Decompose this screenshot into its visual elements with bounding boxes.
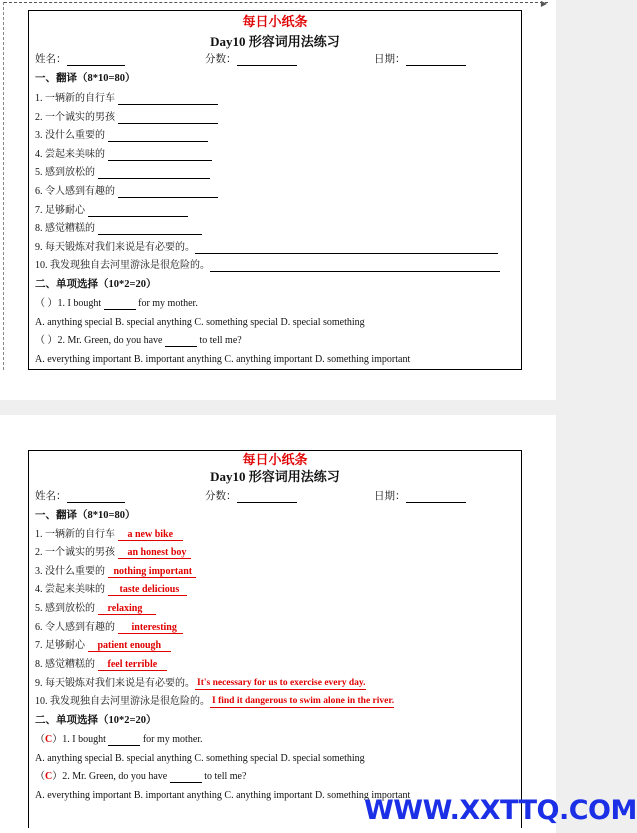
translation-prompt: 6. 令人感到有趣的 <box>35 622 115 633</box>
translation-item-6 <box>35 622 521 634</box>
translation-prompt: 7. 足够耐心 <box>35 640 85 651</box>
translation-item-7 <box>35 205 521 217</box>
question-stem-end: for my mother. <box>142 734 203 745</box>
translation-item-5 <box>35 603 521 615</box>
worksheet-page-answered <box>0 415 556 833</box>
choice-answer: C <box>45 771 53 782</box>
paren-open: （ <box>35 771 45 782</box>
translation-prompt: 8. 感觉糟糕的 <box>35 223 95 234</box>
paren-close: ） <box>52 734 63 745</box>
score-label-group <box>205 491 297 503</box>
student-info-row <box>35 54 521 66</box>
section-choice-heading: 二、单项选择（10*2=20） <box>35 715 157 726</box>
answer-blank[interactable] <box>108 150 212 161</box>
section-choice-heading: 二、单项选择（10*2=20） <box>35 279 157 290</box>
translation-prompt: 4. 尝起来美味的 <box>35 149 105 160</box>
name-blank[interactable] <box>67 492 125 503</box>
translation-prompt: 2. 一个诚实的男孩 <box>35 547 115 558</box>
worksheet-frame <box>28 10 522 370</box>
choice-options-1: A. anything special B. special anything C. something special D. special something <box>35 317 365 328</box>
choice-options-1: A. anything special B. special anything C. something special D. special something <box>35 753 365 764</box>
stem-blank <box>170 772 202 783</box>
question-stem-end: to tell me? <box>204 771 247 782</box>
translation-prompt: 8. 感觉糟糕的 <box>35 659 95 670</box>
translation-prompt: 10. 我发现独自去河里游泳是很危险的。 <box>35 260 210 271</box>
student-info-row <box>35 491 521 503</box>
translation-item-6 <box>35 186 521 198</box>
translation-prompt: 2. 一个诚实的男孩 <box>35 112 115 123</box>
question-stem: 1. I bought <box>62 734 106 745</box>
translation-prompt: 4. 尝起来美味的 <box>35 584 105 595</box>
stem-blank <box>104 299 136 310</box>
answer-blank[interactable] <box>98 224 202 235</box>
translation-item-1 <box>35 529 521 541</box>
score-label-group <box>205 54 297 66</box>
translation-prompt: 5. 感到放松的 <box>35 603 95 614</box>
translation-prompt: 7. 足够耐心 <box>35 205 85 216</box>
translation-item-2 <box>35 547 521 559</box>
answer-text: nothing important <box>108 566 197 578</box>
choice-options-2: A. everything important B. important anything C. anything important D. something important <box>35 354 411 365</box>
date-label-group <box>374 54 466 66</box>
answer-blank[interactable] <box>210 261 500 272</box>
translation-item-9 <box>35 678 521 690</box>
translation-item-3 <box>35 566 521 578</box>
question-stem: 1. I bought <box>57 298 102 309</box>
arrow-right-icon: ▶ <box>540 0 547 8</box>
answer-text: It's necessary for us to exercise every day. <box>197 678 366 688</box>
question-stem: 2. Mr. Green, do you have <box>57 335 163 346</box>
date-blank[interactable] <box>406 55 466 66</box>
answer-text: an honest boy <box>118 547 192 559</box>
choice-question-2 <box>35 771 521 783</box>
choice-answer: C <box>45 734 53 745</box>
translation-prompt: 1. 一辆新的自行车 <box>35 529 115 540</box>
worksheet-header: 每日小纸条 <box>242 14 308 29</box>
name-blank[interactable] <box>67 55 125 66</box>
choice-question-1 <box>35 298 521 310</box>
score-label: 分数： <box>205 54 237 65</box>
answer-blank[interactable] <box>195 243 498 254</box>
date-blank[interactable] <box>406 492 466 503</box>
answer-text: relaxing <box>98 603 157 615</box>
date-label-group <box>374 491 466 503</box>
translation-item-5 <box>35 167 521 179</box>
translation-prompt: 3. 没什么重要的 <box>35 130 105 141</box>
translation-item-4 <box>35 584 521 596</box>
answer-text: a new bike <box>118 529 184 541</box>
translation-prompt: 6. 令人感到有趣的 <box>35 186 115 197</box>
name-label: 姓名： <box>35 491 67 502</box>
choice-options-2: A. everything important B. important anything C. anything important D. something important <box>35 790 411 801</box>
translation-item-2 <box>35 112 521 124</box>
translation-item-8 <box>35 223 521 235</box>
worksheet-title: Day10 形容词用法练习 <box>210 34 340 49</box>
translation-item-8 <box>35 659 521 671</box>
answer-blank[interactable] <box>118 187 218 198</box>
translation-prompt: 3. 没什么重要的 <box>35 566 105 577</box>
date-label: 日期： <box>374 491 406 502</box>
translation-prompt: 5. 感到放松的 <box>35 167 95 178</box>
choice-question-2 <box>35 335 521 347</box>
paren-open: （ <box>35 734 45 745</box>
answer-blank[interactable] <box>88 206 188 217</box>
translation-item-10 <box>35 696 521 708</box>
answer-text: interesting <box>118 622 183 634</box>
answer-blank[interactable] <box>118 94 218 105</box>
translation-item-1 <box>35 93 521 105</box>
question-stem-end: for my mother. <box>138 298 198 309</box>
translation-item-4 <box>35 149 521 161</box>
translation-item-10 <box>35 260 521 272</box>
stem-blank <box>165 336 197 347</box>
answer-text: taste delicious <box>108 584 188 596</box>
section-translation-heading: 一、翻译（8*10=80） <box>35 73 136 84</box>
score-label: 分数： <box>205 491 237 502</box>
worksheet-frame <box>28 450 522 828</box>
page-border-left <box>3 2 4 370</box>
section-translation-heading: 一、翻译（8*10=80） <box>35 510 136 521</box>
question-stem-end: to tell me? <box>199 335 242 346</box>
site-watermark: WWW.XXTTQ.COM <box>364 795 637 826</box>
answer-text: feel terrible <box>98 659 168 671</box>
answer-paren[interactable]: （ ） <box>35 298 58 309</box>
translation-prompt: 1. 一辆新的自行车 <box>35 93 115 104</box>
worksheet-header: 每日小纸条 <box>242 452 308 467</box>
score-blank[interactable] <box>237 492 297 503</box>
answer-blank[interactable] <box>108 131 208 142</box>
answer-paren[interactable]: （ ） <box>35 335 58 346</box>
answer-text: I find it dangerous to swim alone in the river. <box>212 696 395 706</box>
translation-item-3 <box>35 130 521 142</box>
translation-prompt: 9. 每天锻炼对我们来说是有必要的。 <box>35 242 195 253</box>
choice-question-1 <box>35 734 521 746</box>
translation-prompt: 10. 我发现独自去河里游泳是很危险的。 <box>35 696 210 707</box>
stem-blank <box>108 735 140 746</box>
question-stem: 2. Mr. Green, do you have <box>62 771 168 782</box>
worksheet-title: Day10 形容词用法练习 <box>210 469 340 484</box>
answer-blank[interactable] <box>98 168 210 179</box>
answer-text: patient enough <box>88 640 172 652</box>
translation-prompt: 9. 每天锻炼对我们来说是有必要的。 <box>35 678 195 689</box>
page-border-dashed <box>4 0 548 8</box>
translation-item-7 <box>35 640 521 652</box>
name-label: 姓名： <box>35 54 67 65</box>
translation-item-9 <box>35 242 521 254</box>
score-blank[interactable] <box>237 55 297 66</box>
date-label: 日期： <box>374 54 406 65</box>
paren-close: ） <box>52 771 63 782</box>
answer-blank[interactable] <box>118 113 218 124</box>
worksheet-page-blank <box>0 0 556 400</box>
